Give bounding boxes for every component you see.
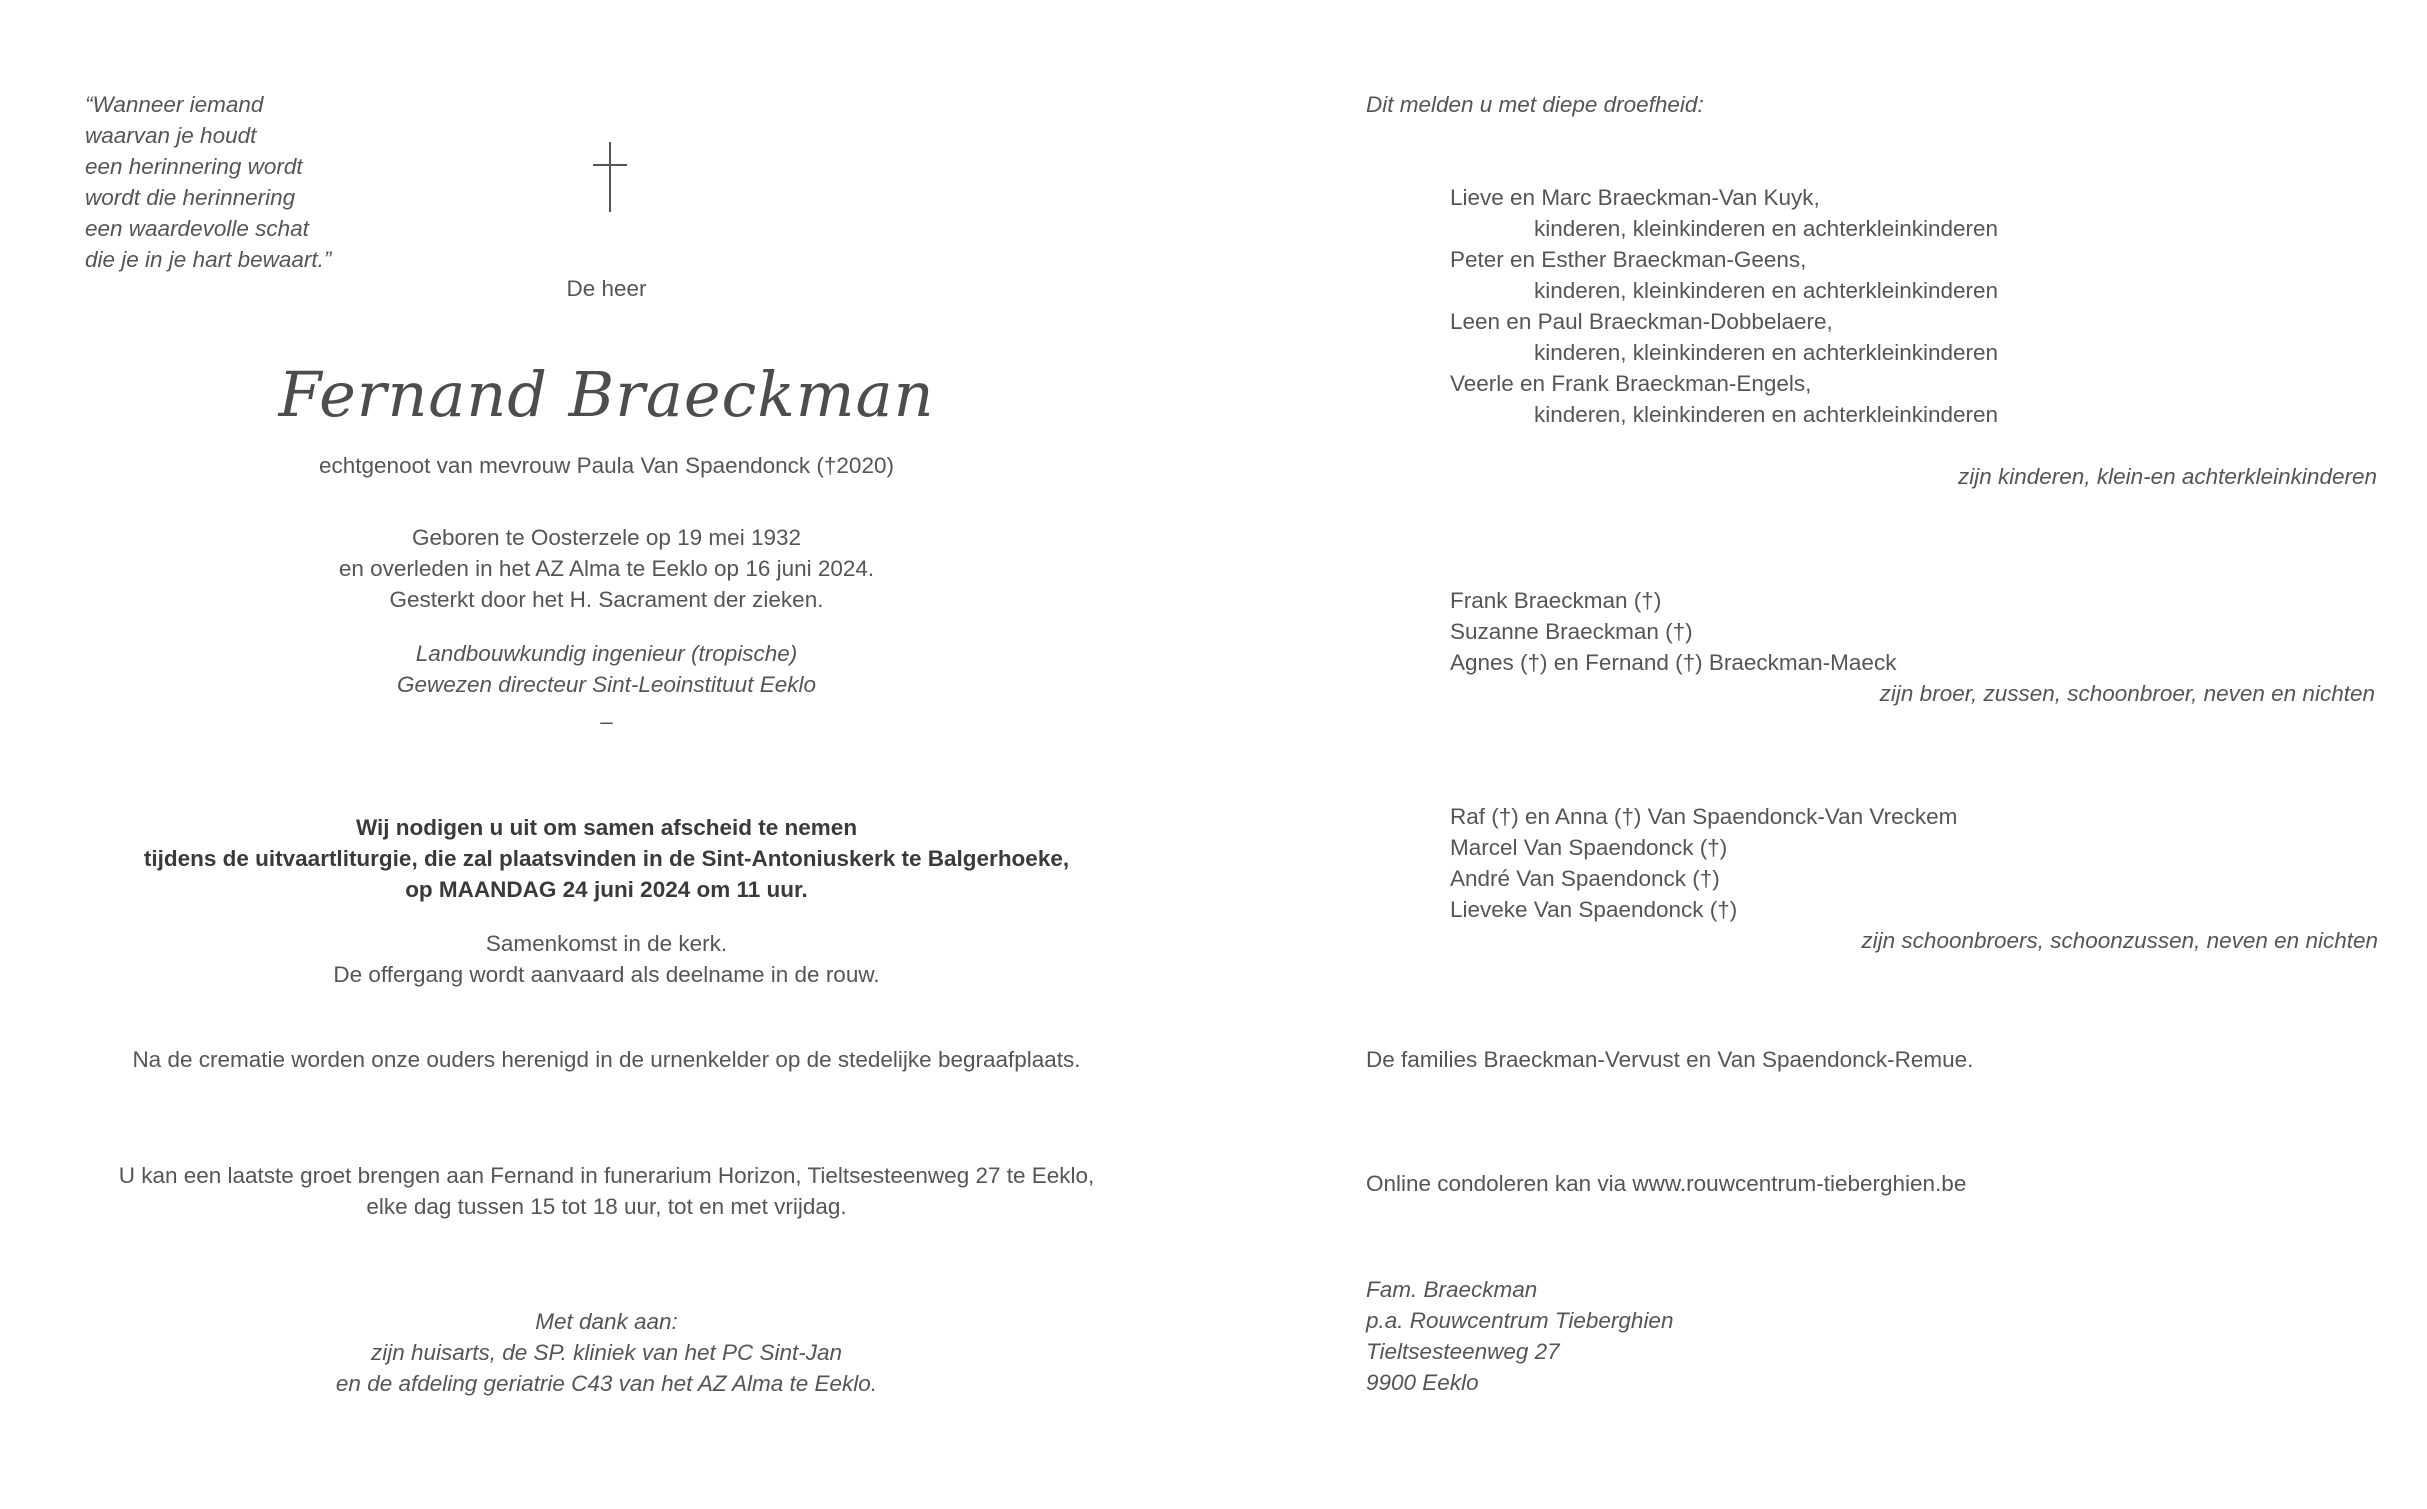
siblings-caption: zijn broer, zussen, schoonbroer, neven en nichten [1879, 681, 2375, 706]
child-family-sub: kinderen, kleinkinderen en achterkleinkinderen [1534, 402, 1999, 427]
invitation-line: Wij nodigen u uit om samen afscheid te nemen [355, 815, 858, 840]
sibling-name: Suzanne Braeckman (†) [1450, 619, 1693, 644]
profession [0, 638, 1213, 700]
address-line: Tieltsesteenweg 27 [1366, 1339, 1560, 1364]
child-family-name: Veerle en Frank Braeckman-Engels, [1450, 371, 1812, 396]
invitation-line: tijdens de uitvaartliturgie, die zal plaatsvinden in de Sint-Antoniuskerk te Balgerhoeke, [143, 846, 1070, 871]
thanks-line: zijn huisarts, de SP. kliniek van het PC Sint-Jan [370, 1340, 843, 1365]
in-law-name: Marcel Van Spaendonck (†) [1450, 835, 1728, 860]
sibling-name: Agnes (†) en Fernand (†) Braeckman-Maeck [1450, 650, 1897, 675]
gathering-line: De offergang wordt aanvaard als deelname in de rouw. [333, 962, 880, 987]
child-family-name: Lieve en Marc Braeckman-Van Kuyk, [1450, 185, 1820, 210]
siblings-list [1450, 585, 1896, 678]
profession-line: Gewezen directeur Sint-Leoinstituut Eeklo [397, 672, 816, 697]
latin-cross-icon [593, 142, 627, 212]
quote-line: een waardevolle schat [85, 216, 309, 241]
deceased-name: Fernand Braeckman [278, 358, 935, 431]
gathering-line: Samenkomst in de kerk. [485, 931, 728, 956]
quote-line: “Wanneer iemand [85, 92, 264, 117]
in-laws-caption: zijn schoonbroers, schoonzussen, neven en nichten [1861, 928, 2378, 953]
children-caption: zijn kinderen, klein-en achterkleinkinderen [1958, 464, 2377, 489]
child-family-sub: kinderen, kleinkinderen en achterkleinkinderen [1534, 278, 1999, 303]
salutation: De heer [566, 276, 647, 301]
thanks-line: Met dank aan: [535, 1309, 678, 1334]
divider: – [600, 709, 613, 734]
quote-line: een herinnering wordt [85, 154, 303, 179]
address-line: Fam. Braeckman [1366, 1277, 1538, 1302]
in-law-name: Raf (†) en Anna (†) Van Spaendonck-Van Vreckem [1450, 804, 1958, 829]
address-line: 9900 Eeklo [1366, 1370, 1479, 1395]
address-line: p.a. Rouwcentrum Tieberghien [1366, 1308, 1674, 1333]
visitation-info [0, 1160, 1213, 1222]
spouse-line: echtgenoot van mevrouw Paula Van Spaendonck (†2020) [319, 453, 894, 478]
child-family-sub: kinderen, kleinkinderen en achterkleinkinderen [1534, 340, 1999, 365]
thanks-section [0, 1306, 1213, 1399]
opening-quote [85, 89, 331, 275]
in-law-name: Lieveke Van Spaendonck (†) [1450, 897, 1738, 922]
child-family-name: Leen en Paul Braeckman-Dobbelaere, [1450, 309, 1833, 334]
profession-line: Landbouwkundig ingenieur (tropische) [415, 641, 798, 666]
announcement-intro: Dit melden u met diepe droefheid: [1366, 92, 1704, 117]
in-laws-list [1450, 801, 1957, 925]
right-page [1214, 0, 2427, 1509]
child-family-name: Peter en Esther Braeckman-Geens, [1450, 247, 1807, 272]
death-line: en overleden in het AZ Alma te Eeklo op 16 juni 2024. [338, 556, 875, 581]
quote-line: die je in je hart bewaart.” [85, 247, 332, 272]
left-page [0, 0, 1213, 1509]
visit-line: U kan een laatste groet brengen aan Fernand in funerarium Horizon, Tieltsesteenweg 27 te Eeklo, [118, 1163, 1095, 1188]
children-list [1450, 182, 1998, 430]
sibling-name: Frank Braeckman (†) [1450, 588, 1662, 613]
visit-line: elke dag tussen 15 tot 18 uur, tot en met vrijdag. [366, 1194, 847, 1219]
quote-line: waarvan je houdt [85, 123, 257, 148]
sacrament-line: Gesterkt door het H. Sacrament der zieken. [389, 587, 824, 612]
gathering-info [0, 928, 1213, 990]
birth-death-details [0, 522, 1213, 615]
in-law-name: André Van Spaendonck (†) [1450, 866, 1720, 891]
funeral-invitation [0, 812, 1213, 905]
cremation-info: Na de crematie worden onze ouders herenigd in de urnenkelder op de stedelijke begraafplaats. [132, 1047, 1081, 1072]
birth-line: Geboren te Oosterzele op 19 mei 1932 [412, 525, 801, 550]
thanks-line: en de afdeling geriatrie C43 van het AZ Alma te Eeklo. [335, 1371, 878, 1396]
child-family-sub: kinderen, kleinkinderen en achterkleinkinderen [1534, 216, 1999, 241]
families-line: De families Braeckman-Vervust en Van Spaendonck-Remue. [1366, 1047, 1974, 1072]
contact-address [1366, 1274, 1673, 1398]
online-condolence: Online condoleren kan via www.rouwcentrum-tieberghien.be [1366, 1171, 1967, 1196]
quote-line: wordt die herinnering [85, 185, 296, 210]
invitation-line: op MAANDAG 24 juni 2024 om 11 uur. [405, 877, 808, 902]
